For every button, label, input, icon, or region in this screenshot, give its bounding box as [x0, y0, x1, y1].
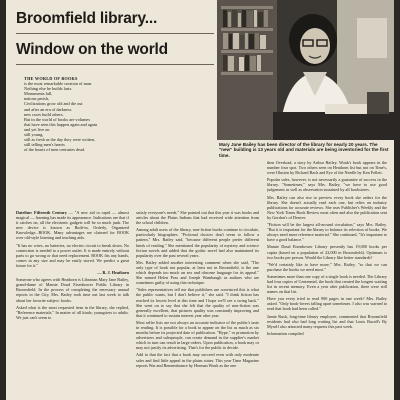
column-paragraph: Most seller lists are not always an accurate indicator of the public's taste in reading. It is possible for a book to appear on the list as much as six months before its projected date of publication. "Hype," or promotion by advertisers and salespeople, can create demand in the supplier's market which in turn can result in large orders. Upon publication, a book may or may not justify its advertising. That's for the public to decide.: [136, 319, 259, 351]
headline-line-1: Broomfield library...: [16, 10, 158, 27]
photo-caption: Mary Jane Bailey has been director of the library for nearly 20 years. The "new" building is 13 years old and materials are being inventoried for the first time.: [219, 142, 389, 158]
column-paragraph: Have you every tried to read 900 pages in one week? Mrs. Bailey asked. "Only book-lovers falling apart sometimes. I also was warned to read that book had been called.": [267, 296, 387, 312]
article-column-2: [136, 210, 259, 396]
dateline-text: — "A new aid to rapid — almost magical — learning has made its appearance. Indications are that if it catches on, all the electronic gadgets will be so much junk. The new device is known as Built-in, Orderly, Organized Knowledge...BOOK. Many advantages are claimed for BOOK over old-style learning and teaching aids.: [16, 210, 129, 241]
column-paragraph: Information compiled: [267, 330, 304, 336]
column-paragraph: "Fiction will be the largest all-around circulation," says Mrs. Bailey. "But it is important for the library to balance its selection of books. We always need more reference material." She continued, "It's important to have a good balance.": [267, 222, 387, 243]
poem-line: new races build others.: [24, 111, 64, 117]
column-paragraph: "It has no wires, no batteries, no electric circuit to break down. No connection is needed to a power outlet. It is made entirely without parts to go wrong or that need replacement. BOOK fits any hands, comes in any size and may be easily stored. We predict a great future for it.": [16, 242, 129, 268]
poem-line: still as fresh as the day they were written,: [24, 137, 96, 143]
column-paragraph: "We'd certainly like to have more," Mrs. Bailey, "so that we can purchase the books we need most.": [267, 261, 387, 272]
newspaper-page: [6, 0, 394, 400]
poem-line: is the most remarkable creation of man.: [24, 81, 93, 87]
column-paragraph: Mamie Doud Eisenhower Library presently has 19,000 books per capita (based on a population of 22,000 in Broomfield). Optimum is two books per person. Would the Library like better standards?: [267, 244, 387, 260]
column-paragraph: [16, 210, 129, 241]
headline-rule-bottom: [16, 64, 214, 65]
quote-attribution: — R. J. Heathorn: [97, 270, 129, 276]
poem-line: that have seen this happen again and again: [24, 121, 98, 127]
poem-line: of the hearts of men centuries dead.: [24, 147, 86, 153]
poem-title: THE WORLD OF BOOKS: [24, 76, 78, 81]
poem-line: still telling men's hearts: [24, 142, 65, 148]
poem-block: [24, 76, 178, 152]
poem-line: still young,: [24, 132, 44, 138]
dateline: Dateline: Fifteenth Century: [16, 210, 67, 215]
headline-line-2: Window on the world: [16, 41, 168, 58]
headline-rule-top: [16, 33, 214, 34]
poem-line: But in the world of books are volumes: [24, 116, 90, 122]
article-column-3: [267, 160, 387, 396]
column-paragraph: Mrs. Bailey can also rise to preview every book she orders for the library. She doesn't actually read each one, but relies on industry publications for accurate reviews. She uses Publisher's Weekly and the New York Times Book Review most often and also the publication sent by Gordon's of Denver.: [267, 194, 387, 220]
column-paragraph: Sometimes more than one copy of a single book is needed. The Library had four copies of Centennial, the book that created the longest waiting list in recent memory. Even a year after publication, there were still names on that list.: [267, 273, 387, 295]
poem-line: Monuments fall,: [24, 91, 53, 97]
column-paragraph: then Overload, a story by Arthur Hailey. Wouk's book appears in the number four spot. Two others seen on Heathorn list but not on Time's, were Illusion by Richard Bach and Eye of the Needle by Ken Follett.: [267, 160, 387, 176]
poem-line: nations perish,: [24, 96, 50, 102]
column-paragraph: Add to that the fact that a book may succeed even with only moderate sales and find little appeal in the plains states. This year Time Magazine reports War and Remembrance by Herman Wouk as the one: [136, 352, 259, 368]
poem-line: and yet live on: [24, 126, 50, 132]
column-paragraph: Asked what is the most requested item in the library, she replied, "Reference materials." In matter of all kinds; youngsters to adults. We just can't seem to: [16, 304, 129, 320]
column-paragraph: Someone who agrees with Heathorn is Librarian Mary Jane Bailey, grand-dame of Mamie Doud Eisenhower Public Library in Broomfield. In the process of completing the necessary annual reports to the City, Mrs. Bailey took time out last week to talk about her favorite subject: books.: [16, 277, 129, 303]
poem-line: Civilizations grow old and die out: [24, 101, 83, 107]
librarian-photo: [217, 0, 394, 140]
poem-line: and after an era of darkness: [24, 106, 72, 112]
column-paragraph: Jamie Rush, long-time library employee, commented that Broomfield residents had also had long waiting list and that Louis Bacall's By Myself also attracted many requests this past week.: [267, 313, 387, 329]
column-paragraph: Mrs. Bailey added another interesting comment when she said, "The only type of book not popular, at least not in Broomfield, is the one which depends too much on sex and obscene language for its appeal." She named Helen Poss and Joseph Wambaugh as authors who are sometimes guilty of using this technique.: [136, 259, 259, 286]
column-paragraph: "Sales representatives tell me that publishers are convinced this is what the public wants, but I don't believe it," she said. "I think fiction has reached its lowest level at this time and I hope we'll see a swing back." She went on to say that she felt that the quality of non-fiction was generally excellent, that pictures quality was constantly improving and that it continued to sustain interest year after year.: [136, 287, 259, 318]
column-paragraph: Popular sales, however, is not necessarily a guarantee of success in the library. "Sometimes," says Mrs. Bailey, "we have to use good judgement as well as observation sustained by all bookstores.: [267, 177, 387, 193]
poem-line: Nothing else he builds lasts.: [24, 86, 73, 92]
article-column-1: [16, 210, 129, 396]
librarian-photo-drawing: [217, 0, 394, 140]
column-paragraph: Among adult users of the library, non-fiction books continue to circulate, particularly biographies. "Fictional choices don't seem to follow a pattern," Mrs. Bailey said, "because different people prefer different kinds of reading." She mentioned the popularity of mystery and science fiction novels and added that the gothic novel had also maintained its popularity over the past several years.: [136, 227, 259, 258]
column-paragraph: satisfy everyone's needs." She pointed out that this year it was books and articles about the Plains Indians that had received wide attention from the school children.: [136, 210, 259, 226]
